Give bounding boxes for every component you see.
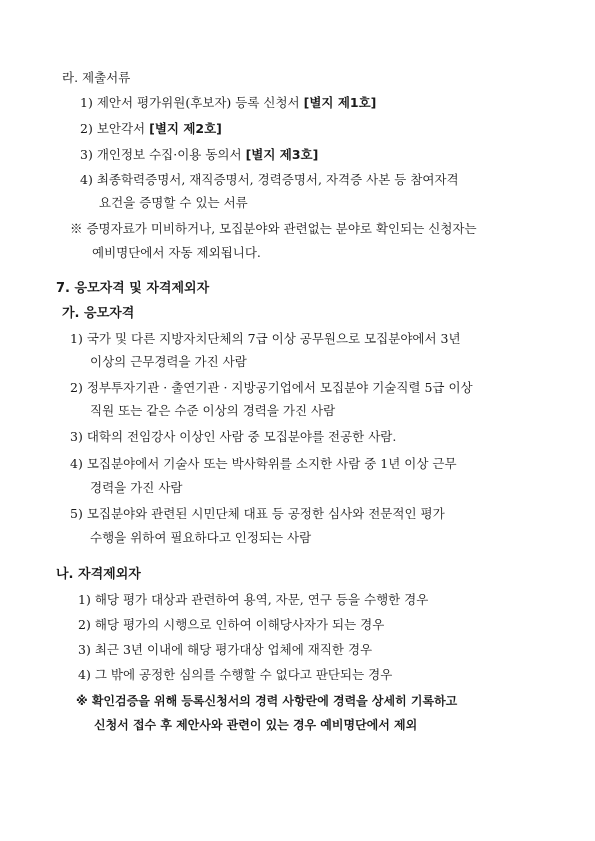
subsection-na-title: 나. 자격제외자	[56, 567, 141, 582]
item-number: 5)	[70, 506, 83, 521]
note-text: ※ 증명자료가 미비하거나, 모집분야와 관련없는 분야로 확인되는 신청자는	[70, 221, 477, 236]
item-number: 1)	[70, 331, 83, 346]
item-number: 1)	[80, 95, 93, 110]
subsection-ga-title: 가. 응모자격	[62, 306, 135, 321]
list-item	[80, 121, 222, 137]
item-text: 해당 평가의 시행으로 인하여 이해당사자가 되는 경우	[94, 617, 385, 632]
list-item	[80, 95, 376, 111]
attachment-label: [별지 제3호]	[245, 147, 319, 162]
item-text: 제안서 평가위원(후보자) 등록 신청서	[96, 95, 304, 110]
item-text: 최근 3년 이내에 해당 평가대상 업체에 재직한 경우	[94, 642, 373, 657]
item-continuation: 경력을 가진 사람	[90, 480, 183, 495]
attachment-label: [별지 제1호]	[303, 95, 377, 110]
item-number: 4)	[70, 456, 83, 471]
note-text: ※ 확인검증을 위해 등록신청서의 경력 사항란에 경력을 상세히 기록하고	[76, 694, 458, 708]
section-ra-title: 라. 제출서류	[62, 70, 131, 85]
item-number: 2)	[80, 121, 93, 136]
list-item	[78, 667, 392, 683]
item-number: 1)	[78, 592, 91, 607]
section-7-title: 7. 응모자격 및 자격제외자	[56, 281, 210, 296]
list-item	[70, 331, 461, 347]
item-text: 모집분야에서 기술사 또는 박사학위를 소지한 사람 중 1년 이상 근무	[86, 456, 457, 471]
attachment-label: [별지 제2호]	[149, 121, 222, 136]
item-continuation: 이상의 근무경력을 가진 사람	[90, 354, 247, 369]
note-continuation: 신청서 접수 후 제안사와 관련이 있는 경우 예비명단에서 제외	[94, 718, 418, 732]
item-text: 보안각서	[96, 121, 150, 136]
item-text: 그 밖에 공정한 심의를 수행할 수 없다고 판단되는 경우	[94, 667, 393, 682]
list-item	[70, 456, 457, 472]
list-item	[78, 642, 372, 658]
item-text: 해당 평가 대상과 관련하여 용역, 자문, 연구 등을 수행한 경우	[94, 592, 429, 607]
item-number: 4)	[78, 667, 91, 682]
item-continuation: 수행을 위하여 필요하다고 인정되는 사람	[90, 530, 312, 545]
list-item	[80, 172, 459, 188]
list-item	[80, 147, 318, 163]
item-continuation: 요건을 증명할 수 있는 서류	[99, 195, 248, 210]
item-number: 3)	[78, 642, 91, 657]
list-item	[70, 506, 445, 522]
item-number: 3)	[70, 429, 83, 444]
item-number: 4)	[80, 172, 93, 187]
list-item	[70, 380, 473, 396]
item-text: 정부투자기관 · 출연기관 · 지방공기업에서 모집분야 기술직렬 5급 이상	[86, 380, 473, 395]
item-text: 모집분야와 관련된 시민단체 대표 등 공정한 심사와 전문적인 평가	[86, 506, 445, 521]
item-text: 대학의 전임강사 이상인 사람 중 모집분야를 전공한 사람.	[86, 429, 397, 444]
item-text: 개인정보 수집·이용 동의서	[96, 147, 246, 162]
note-continuation: 예비명단에서 자동 제외됩니다.	[92, 245, 261, 260]
item-continuation: 직원 또는 같은 수준 이상의 경력을 가진 사람	[90, 403, 336, 418]
item-number: 3)	[80, 147, 93, 162]
item-number: 2)	[70, 380, 83, 395]
list-item	[78, 617, 384, 633]
list-item	[70, 429, 396, 445]
item-text: 국가 및 다른 지방자치단체의 7급 이상 공무원으로 모집분야에서 3년	[86, 331, 461, 346]
item-text: 최종학력증명서, 재직증명서, 경력증명서, 자격증 사본 등 참여자격	[96, 172, 459, 187]
item-number: 2)	[78, 617, 91, 632]
list-item	[78, 592, 428, 608]
